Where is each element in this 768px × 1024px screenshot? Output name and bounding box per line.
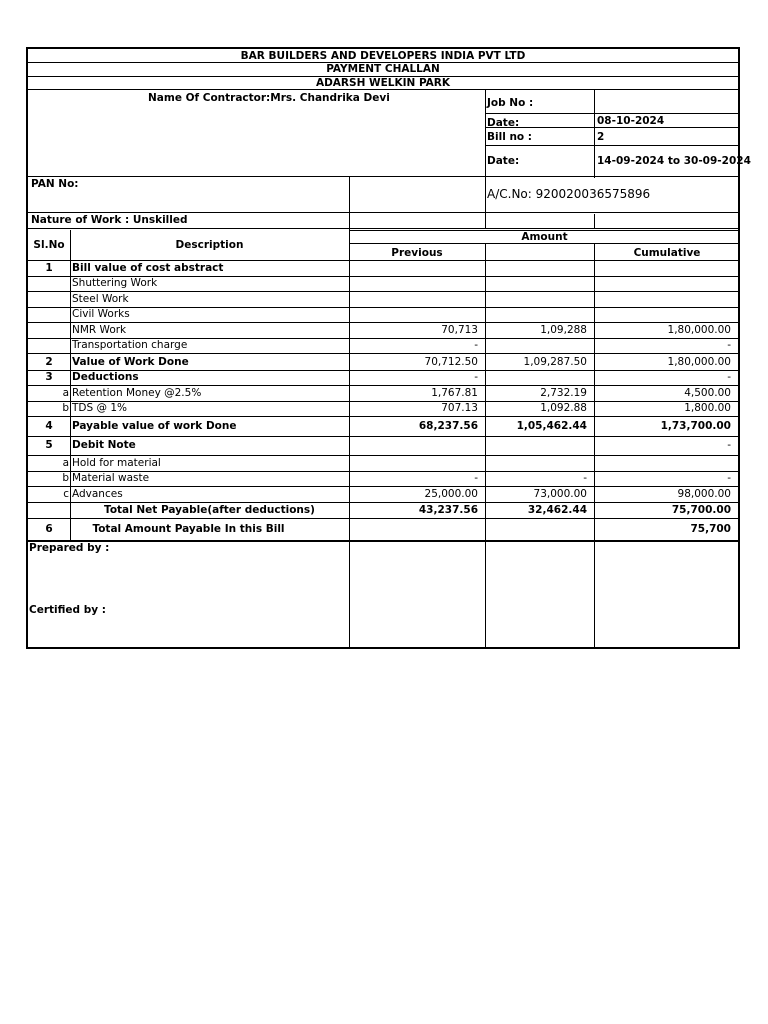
grid-line [28,518,738,519]
row-current-amount: 73,000.00 [533,488,587,500]
column-header-slno: Sl.No [33,239,65,251]
grid-line [485,113,738,114]
prepared-by-label: Prepared by : [29,542,110,554]
row-description: Hold for material [72,457,161,469]
date-label: Date: [487,117,520,129]
row-previous-amount: 25,000.00 [424,488,478,500]
row-current-amount: 1,09,287.50 [523,356,587,368]
row-description: Total Net Payable(after deductions) [104,504,315,516]
row-slno: 2 [45,356,53,368]
column-header-previous: Previous [391,247,443,259]
row-cumulative-amount: - [727,339,731,351]
grid-line [28,486,738,487]
row-description: TDS @ 1% [72,402,127,414]
row-description: Material waste [72,472,150,484]
grid-line [28,307,738,308]
row-slno: 1 [45,262,53,274]
row-previous-amount: 1,767.81 [431,387,478,399]
grid-line [485,89,486,178]
row-cumulative-amount: 4,500.00 [684,387,731,399]
document-title: PAYMENT CHALLAN [326,63,440,75]
row-current-amount: 1,09,288 [540,324,587,336]
row-description: Shuttering Work [72,277,158,289]
row-previous-amount: 70,713 [441,324,478,336]
row-description: Retention Money @2.5% [72,387,202,399]
row-slno: c [63,488,69,500]
row-previous-amount: 43,237.56 [418,504,478,516]
grid-line [28,436,738,437]
row-previous-amount: - [474,339,478,351]
row-cumulative-amount: 98,000.00 [677,488,731,500]
grid-line [594,89,595,178]
row-cumulative-amount: - [727,439,731,451]
row-slno: a [62,387,69,399]
row-slno: 4 [45,420,53,432]
row-current-amount: 1,092.88 [540,402,587,414]
row-slno: 5 [45,439,53,451]
period-value: 14-09-2024 to 30-09-2024 [597,155,751,167]
row-cumulative-amount: 1,80,000.00 [667,356,731,368]
row-current-amount: 1,05,462.44 [516,420,587,432]
row-cumulative-amount: 1,800.00 [684,402,731,414]
row-description: Bill value of cost abstract [72,262,224,274]
row-description: Civil Works [72,308,130,320]
column-header-description: Description [175,239,244,251]
row-slno: b [62,402,69,414]
row-description: Payable value of work Done [72,420,237,432]
row-description: Total Amount Payable In this Bill [92,523,285,535]
grid-line [28,291,738,292]
bill-no-label: Bill no : [487,131,532,143]
grid-line [28,455,738,456]
row-cumulative-amount: - [727,371,731,383]
project-name: ADARSH WELKIN PARK [315,77,451,89]
column-header-cumulative: Cumulative [633,247,701,259]
row-previous-amount: - [474,472,478,484]
payment-challan-sheet [26,47,751,649]
row-previous-amount: 68,237.56 [418,420,478,432]
job-no-label: Job No : [487,97,534,109]
contractor-name: Name Of Contractor:Mrs. Chandrika Devi [148,92,390,104]
nature-of-work: Nature of Work : Unskilled [31,214,188,226]
row-previous-amount: 70,712.50 [424,356,478,368]
grid-line [28,176,738,177]
row-previous-amount: - [474,371,478,383]
grid-line [28,502,738,503]
row-slno: a [62,457,69,469]
row-cumulative-amount: - [727,472,731,484]
certified-by-label: Certified by : [29,604,106,616]
grid-line [28,353,738,354]
row-description: Deductions [72,371,139,383]
column-header-amount: Amount [521,231,568,243]
grid-line [28,228,738,229]
grid-line [485,178,486,228]
date-value: 08-10-2024 [597,115,665,127]
grid-line [28,385,738,386]
row-current-amount: 32,462.44 [527,504,587,516]
row-description: Steel Work [72,293,129,305]
row-slno: b [62,472,69,484]
grid-line [28,212,738,213]
row-slno: 3 [45,371,53,383]
row-description: Transportation charge [72,339,188,351]
row-cumulative-amount: 1,73,700.00 [660,420,731,432]
row-cumulative-amount: 1,80,000.00 [667,324,731,336]
company-name: BAR BUILDERS AND DEVELOPERS INDIA PVT LTD [240,50,526,62]
row-current-amount: - [583,472,587,484]
row-cumulative-amount: 75,700 [690,523,731,535]
grid-line [485,145,738,146]
account-number: A/C.No: 920020036575896 [487,187,651,201]
row-current-amount: 2,732.19 [540,387,587,399]
row-description: Debit Note [72,439,136,451]
bill-no-value: 2 [597,131,605,143]
row-description: Value of Work Done [72,356,189,368]
row-previous-amount: 707.13 [441,402,478,414]
grid-line [594,214,595,228]
grid-line [28,260,738,261]
row-slno: 6 [45,523,53,535]
row-cumulative-amount: 75,700.00 [671,504,731,516]
grid-line [485,243,486,649]
period-label: Date: [487,155,520,167]
pan-no-label: PAN No: [31,178,79,190]
row-description: NMR Work [72,324,127,336]
grid-line [28,322,738,323]
grid-line [28,540,738,542]
grid-line [28,416,738,417]
row-description: Advances [72,488,123,500]
